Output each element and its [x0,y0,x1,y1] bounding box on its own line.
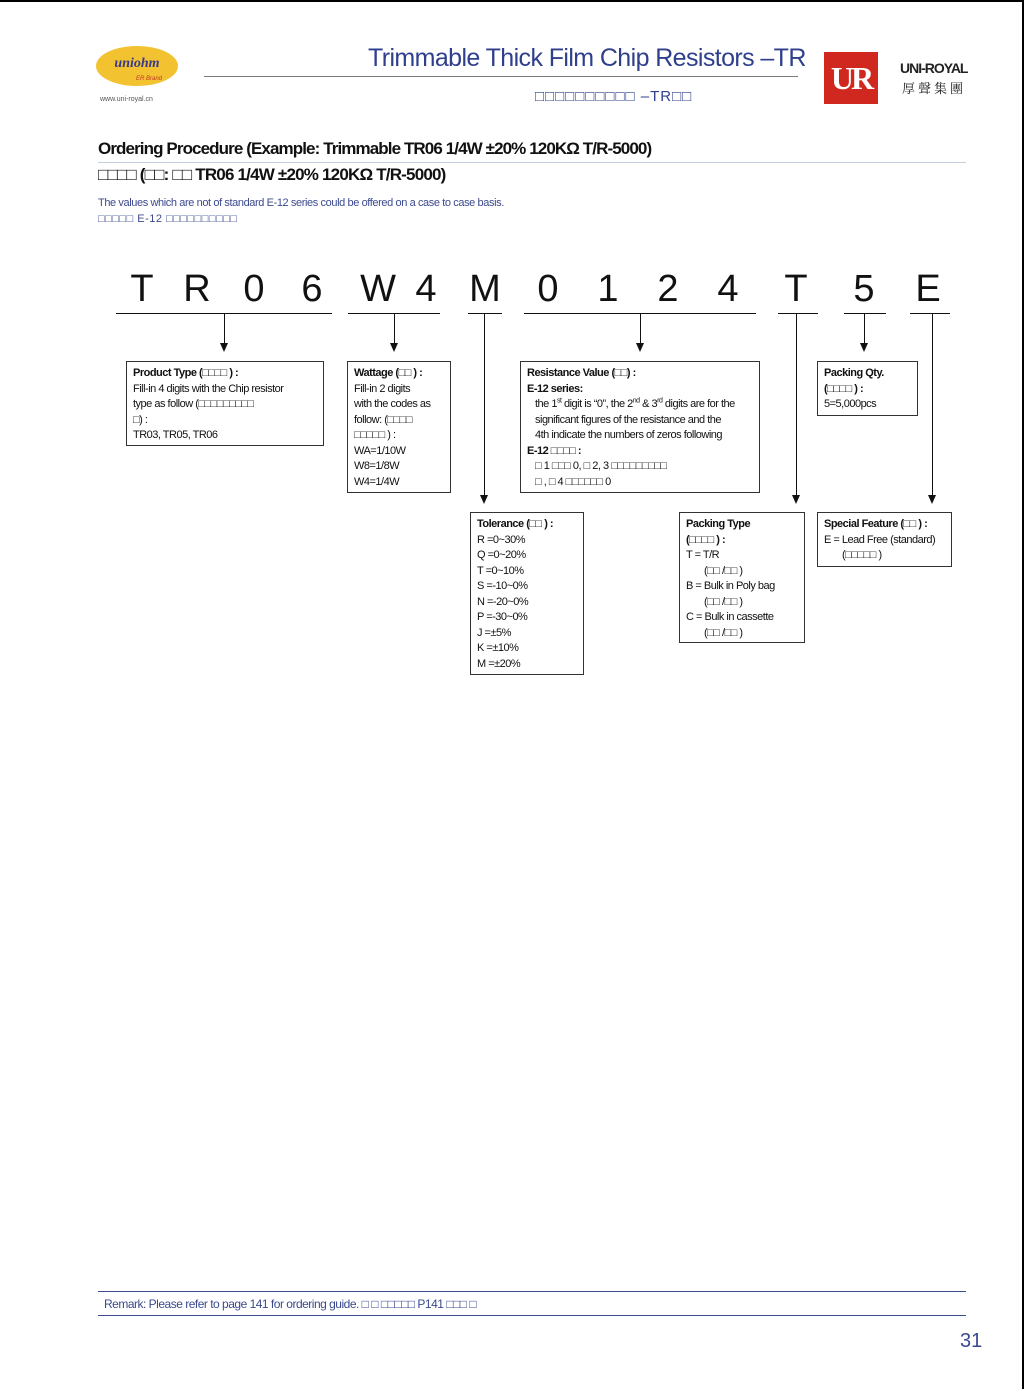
arrow-head [480,495,488,504]
special-feature-line-zh: (□□□□□ ) [842,549,882,561]
wattage-line: W4=1/4W [354,475,400,488]
uniohm-logo [96,46,178,90]
wattage-line: □□□□□ ) : [354,429,396,441]
product-type-box [126,361,324,446]
packing-qty-title: Packing Qty. [824,367,884,379]
tolerance-line: K =±10% [477,642,519,654]
page-number: 31 [960,1330,983,1352]
footer-rule-top [98,1291,966,1292]
arrow-head [220,343,228,352]
resistance-zh-line: □ 1 □□□ 0, □ 2, 3 □□□□□□□□□ [535,460,667,472]
product-type-line: □) : [133,413,148,426]
code-char: 4 [717,268,739,310]
arrow-head [928,495,936,504]
code-char: R [183,268,211,310]
code-underline [468,313,502,314]
tolerance-line: S =-10~0% [477,580,528,592]
special-feature-line: E = Lead Free (standard) [824,533,936,546]
arrow-line [394,314,395,344]
footer-remark: Remark: Please refer to page 141 for ordering guide. □ □ □□□□□ P141 □□□ □ [104,1297,477,1311]
packing-qty-box [817,361,918,416]
resistance-zh-title: E-12 □□□□ : [527,444,582,457]
packing-type-line: T = T/R [686,549,720,561]
special-feature-title: Special Feature (□□ ) : [824,518,928,530]
packing-type-box [679,512,805,643]
page-title: Trimmable Thick Film Chip Resistors –TR [368,44,806,72]
code-char: T [784,268,808,310]
packing-qty-line: 5=5,000pcs [824,398,877,410]
tolerance-line: N =-20~0% [477,595,529,608]
wattage-box [347,361,451,493]
resistance-value-box [520,361,760,493]
special-feature-box [817,512,952,567]
logo-tag-text: ER Brand [136,76,163,82]
ordering-heading: Ordering Procedure (Example: Trimmable TR06 1/4W ±20% 120KΩ T/R-5000) [98,139,652,158]
website-url: www.uni-royal.cn [100,96,153,103]
code-char: E [915,268,941,310]
product-type-title: Product Type (□□□□ ) : [133,367,239,379]
arrow-line [796,314,797,495]
tolerance-line: P =-30~0% [477,611,528,623]
resistance-series: E-12 series: [527,382,583,395]
packing-type-line-zh: (□□ /□□ ) [704,626,743,639]
code-underline [778,313,818,314]
tolerance-title: Tolerance (□□ ) : [477,518,554,530]
code-char: 1 [597,268,619,310]
uniroyal-ur-logo: UR [824,52,878,104]
arrow-line [224,314,225,344]
wattage-line: follow: (□□□□ [354,413,412,426]
arrow-head [390,343,398,352]
packing-type-title-zh: (□□□□ ) : [686,533,726,546]
code-underline [844,313,886,314]
page-title-zh: □□□□□□□□□□ –TR□□ [535,88,693,105]
arrow-head [636,343,644,352]
ordering-heading-zh: □□□□ (□□: □□ TR06 1/4W ±20% 120KΩ T/R-5000) [98,165,446,184]
e12-note: The values which are not of standard E-12 series could be offered on a case to case basis. [98,197,504,209]
arrow-line [640,314,641,344]
packing-type-title: Packing Type [686,518,751,530]
arrow-line [484,314,485,495]
ordering-divider [98,162,966,163]
resistance-title: Resistance Value (□□) : [527,367,636,379]
packing-type-line-zh: (□□ /□□ ) [704,564,743,577]
product-type-line: Fill-in 4 digits with the Chip resistor [133,382,284,395]
e12-note-zh: □□□□□ E-12 □□□□□□□□□□ [98,213,238,225]
page-border-top [0,0,1024,2]
tolerance-line: M =±20% [477,657,521,670]
wattage-line: with the codes as [354,398,431,410]
wattage-line: Fill-in 2 digits [354,382,411,395]
uniroyal-name: UNI-ROYAL [900,60,968,76]
resistance-zh-line: □ , □ 4 □□□□□□ 0 [535,475,611,488]
wattage-title: Wattage (□□ ) : [354,367,423,379]
logo-brand-text: uniohm [114,56,160,71]
wattage-line: WA=1/10W [354,444,406,457]
code-char: 0 [537,268,559,310]
code-char: W [360,268,396,310]
code-char: 4 [415,268,437,310]
code-char: 6 [301,268,323,310]
code-underline [910,313,950,314]
footer-rule-bottom [98,1315,966,1316]
packing-type-line: B = Bulk in Poly bag [686,580,775,592]
arrow-head [792,495,800,504]
arrow-line [932,314,933,495]
tolerance-line: J =±5% [477,626,511,639]
title-divider [204,76,798,77]
packing-qty-line: (□□□□ ) : [824,382,864,395]
product-type-line: TR03, TR05, TR06 [133,429,218,441]
product-type-line: type as follow (□□□□□□□□□ [133,398,254,410]
tolerance-line: R =0~30% [477,533,525,546]
resistance-line: 4th indicate the numbers of zeros following [535,429,723,441]
wattage-line: W8=1/8W [354,460,400,472]
code-char: T [130,268,154,310]
packing-type-line-zh: (□□ /□□ ) [704,595,743,608]
arrow-line [864,314,865,344]
code-char: 2 [657,268,679,310]
code-char: 0 [243,268,265,310]
uniroyal-name-zh: 厚聲集團 [902,81,967,96]
arrow-head [860,343,868,352]
resistance-line: the 1st digit is “0”, the 2nd & 3rd digits are for the [535,397,735,410]
code-char: 5 [853,268,875,310]
tolerance-box [470,512,584,675]
packing-type-line: C = Bulk in cassette [686,611,774,623]
tolerance-line: Q =0~20% [477,549,526,561]
tolerance-line: T =0~10% [477,564,524,577]
code-char: M [469,268,501,310]
resistance-line: significant figures of the resistance and the [535,413,722,426]
